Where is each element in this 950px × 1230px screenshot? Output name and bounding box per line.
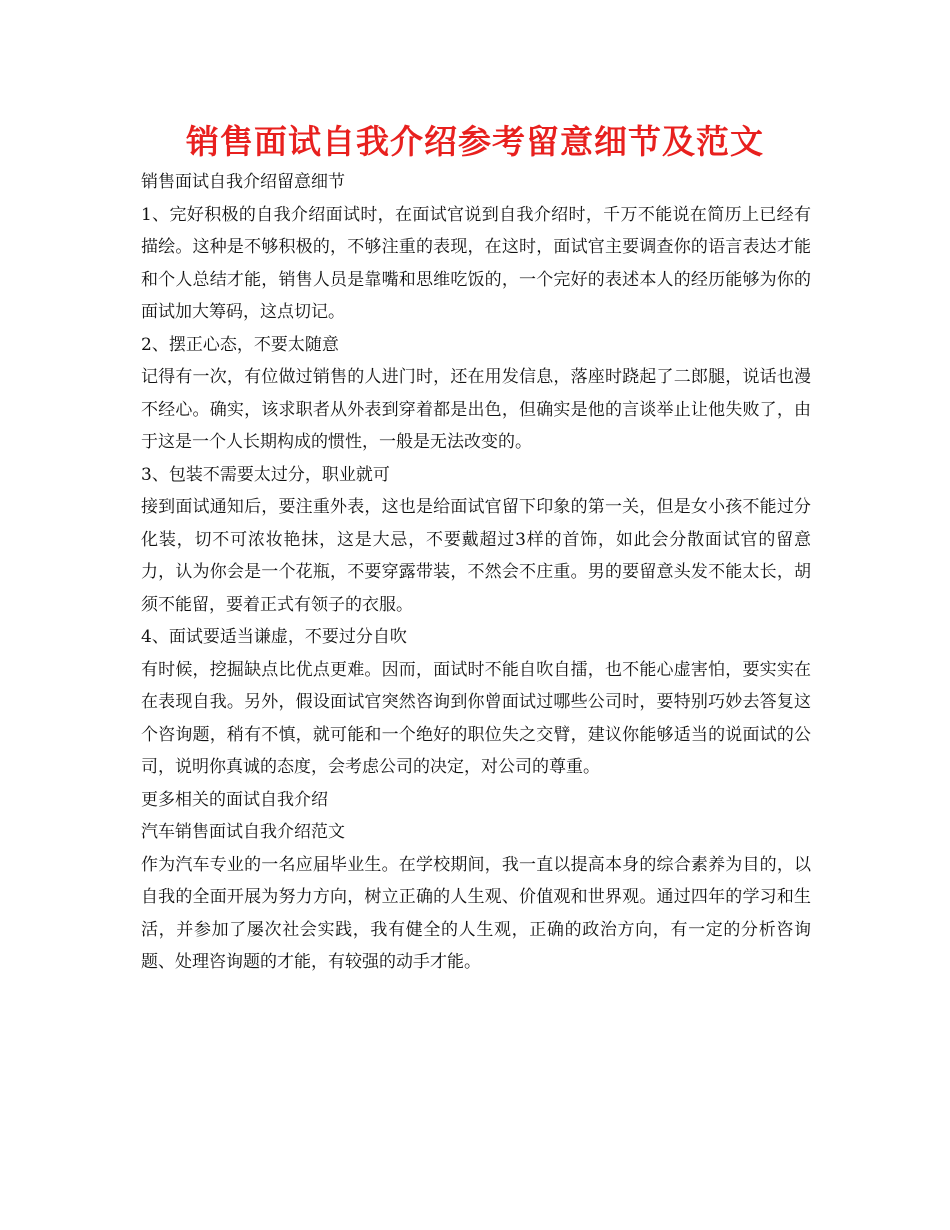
point-heading-2: 2、摆正心态，不要太随意	[141, 334, 339, 355]
section-heading-more: 更多相关的面试自我介绍	[141, 789, 328, 810]
paragraph-point-3: 接到面试通知后，要注重外表，这也是给面试官留下印象的第一关，但是女小孩不能过分化装，切不可浓妆艳抹，这是大忌，不要戴超过3样的首饰，如此会分散面试官的留意力，认为你会是一个花瓶，不要穿露带装，不然会不庄重。男的要留意头发不能太长，胡须不能留，要着正式有领子的衣服。	[141, 497, 811, 615]
document-body	[141, 166, 811, 979]
paragraph-point-4: 有时候，挖掘缺点比优点更难。因而，面试时不能自吹自擂，也不能心虚害怕，要实实在在表现自我。另外，假设面试官突然咨询到你曾面试过哪些公司时，要特别巧妙去答复这个咨询题，稍有不慎，就可能和一个绝好的职位失之交臂，建议你能够适当的说面试的公司，说明你真诚的态度，会考虑公司的决定，对公司的尊重。	[141, 659, 811, 777]
section-heading-sample: 汽车销售面试自我介绍范文	[141, 822, 345, 842]
paragraph-point-1: 1、完好积极的自我介绍面试时，在面试官说到自我介绍时，千万不能说在简历上已经有描绘。这种是不够积极的，不够注重的表现，在这时，面试官主要调查你的语言表达才能和个人总结才能，销售人员是靠嘴和思维吃饭的，一个完好的表述本人的经历能够为你的面试加大筹码，这点切记。	[141, 204, 811, 322]
section-heading-notes: 销售面试自我介绍留意细节	[141, 172, 345, 192]
point-heading-4: 4、面试要适当谦虚，不要过分自吹	[141, 627, 407, 647]
paragraph-sample: 作为汽车专业的一名应届毕业生。在学校期间，我一直以提高本身的综合素养为目的，以自我的全面开展为努力方向，树立正确的人生观、价值观和世界观。通过四年的学习和生活，并参加了屡次社会实践，我有健全的人生观，正确的政治方向，有一定的分析咨询题、处理咨询题的才能，有较强的动手才能。	[141, 854, 811, 972]
document-title: 销售面试自我介绍参考留意细节及范文	[186, 122, 764, 161]
paragraph-point-2: 记得有一次，有位做过销售的人进门时，还在用发信息，落座时跷起了二郎腿，说话也漫不经心。确实，该求职者从外表到穿着都是出色，但确实是他的言谈举止让他失败了，由于这是一个人长期构成的惯性，一般是无法改变的。	[141, 367, 811, 452]
point-heading-3: 3、包装不需要太过分，职业就可	[141, 464, 390, 485]
